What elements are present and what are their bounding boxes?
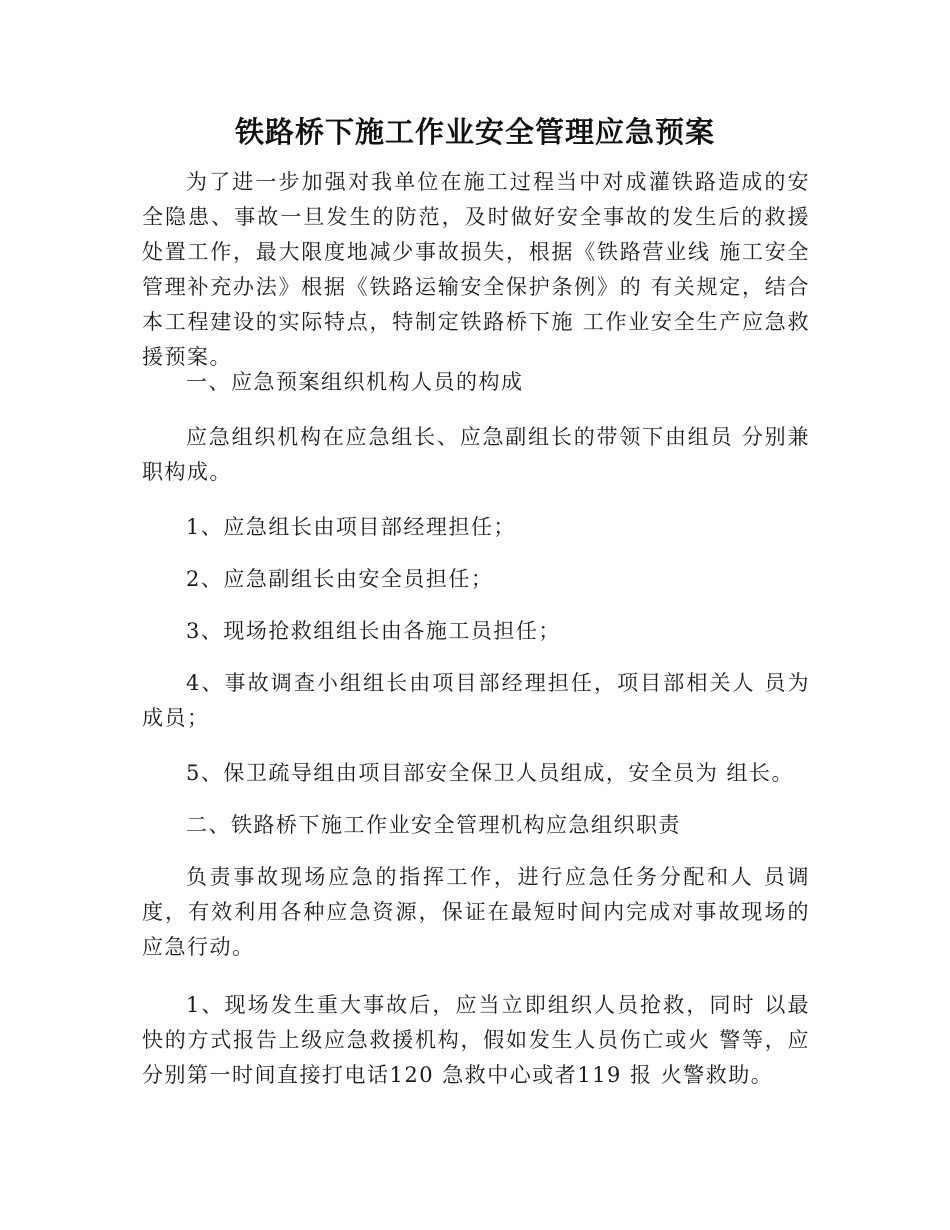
duties-description-paragraph: 负责事故现场应急的指挥工作，进行应急任务分配和人 员调度，有效利用各种应急资源，保证在最短时间内完成对事故现场的应急行动。 — [142, 865, 810, 959]
list-item: 3、现场抢救组组长由各施工员担任； — [186, 619, 561, 643]
list-item: 2、应急副组长由安全员担任； — [186, 567, 494, 591]
list-item: 5、保卫疏导组由项目部安全保卫人员组成，安全员为 组长。 — [186, 761, 795, 785]
list-item: 4、事故调查小组组长由项目部经理担任，项目部相关人 员为成员； — [142, 671, 810, 730]
document-title: 铁路桥下施工作业安全管理应急预案 — [234, 115, 715, 149]
list-item: 1、现场发生重大事故后，应当立即组织人员抢救，同时 以最快的方式报告上级应急救援机构，假如发生人员伤亡或火 警等，应分别第一时间直接打电话120 急救中心或者119 报 火警救助。 — [142, 993, 810, 1087]
list-item: 1、应急组长由项目部经理担任； — [186, 515, 516, 539]
intro-paragraph: 为了进一步加强对我单位在施工过程当中对成灌铁路造成的安全隐患、事故一旦发生的防范，及时做好安全事故的发生后的救援处置工作，最大限度地减少事故损失，根据《铁路营业线 施工安全管理补充办法》根据《铁路运输安全保护条例》的 有关规定，结合本工程建设的实际特点，特制定铁路桥下施 工作业安全生产应急救援预案。 — [142, 170, 810, 369]
section-heading-organization: 一、应急预案组织机构人员的构成 — [186, 370, 524, 394]
organization-description-paragraph: 应急组织机构在应急组长、应急副组长的带领下由组员 分别兼职构成。 — [142, 425, 810, 484]
section-heading-duties: 二、铁路桥下施工作业安全管理机构应急组织职责 — [186, 813, 681, 837]
